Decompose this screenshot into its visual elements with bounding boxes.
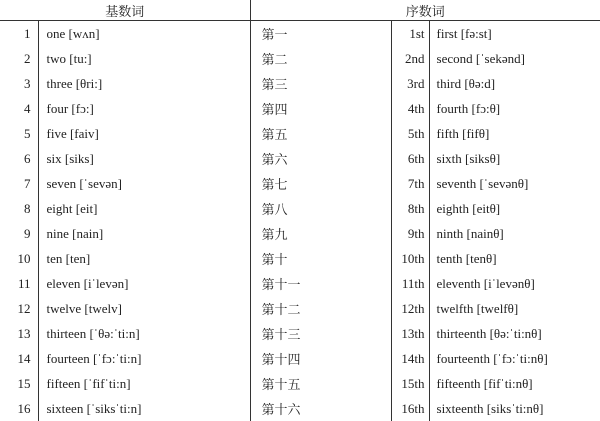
ordinal-abbreviation: 8th (391, 196, 429, 221)
table-row (0, 146, 600, 171)
cardinal-word: eight [eit] (38, 196, 250, 221)
table-row (0, 171, 600, 196)
ordinal-word: second [ˈsekənd] (436, 50, 525, 66)
row-number: 3 (0, 71, 38, 96)
table-row (0, 371, 600, 396)
ordinal-abbreviation: 12th (391, 296, 429, 321)
chinese-ordinal: 第八 (250, 196, 391, 221)
row-number: 10 (0, 246, 38, 271)
row-number: 13 (0, 321, 38, 346)
cardinal-word: thirteen [ˈθə:ˈti:n] (38, 321, 250, 346)
cardinal-word: six [siks] (38, 146, 250, 171)
ordinal-word: twelfth [twelfθ] (436, 300, 519, 316)
chinese-ordinal: 第一 (250, 21, 391, 47)
ordinal-word: sixth [siksθ] (436, 150, 501, 166)
table-row (0, 346, 600, 371)
cardinal-word: ten [ten] (38, 246, 250, 271)
chinese-ordinal: 第七 (250, 171, 391, 196)
cardinal-word: five [faiv] (38, 121, 250, 146)
ordinal-abbreviation: 10th (391, 246, 429, 271)
ordinal-word: third [θə:d] (436, 75, 496, 91)
cardinal-word: eleven [iˈlevən] (38, 271, 250, 296)
table-header (0, 0, 600, 21)
cardinal-word: one [wʌn] (38, 21, 250, 47)
ordinal-abbreviation: 11th (391, 271, 429, 296)
ordinal-abbreviation: 15th (391, 371, 429, 396)
ordinal-abbreviation: 16th (391, 396, 429, 421)
table-row (0, 96, 600, 121)
cardinal-header: 基数词 (0, 0, 250, 21)
chinese-ordinal: 第十五 (250, 371, 391, 396)
row-number: 2 (0, 46, 38, 71)
chinese-ordinal: 第十四 (250, 346, 391, 371)
chinese-ordinal: 第十二 (250, 296, 391, 321)
ordinal-abbreviation: 2nd (391, 46, 429, 71)
cardinal-word: four [fɔ:] (38, 96, 250, 121)
row-number: 4 (0, 96, 38, 121)
row-number: 6 (0, 146, 38, 171)
cardinal-word: fourteen [ˈfɔ:ˈti:n] (38, 346, 250, 371)
row-number: 11 (0, 271, 38, 296)
table-row (0, 196, 600, 221)
chinese-ordinal: 第十一 (250, 271, 391, 296)
ordinal-abbreviation: 1st (391, 21, 429, 47)
cardinal-word: fifteen [ˈfifˈti:n] (38, 371, 250, 396)
row-number: 1 (0, 21, 38, 47)
cardinal-word: seven [ˈsevən] (38, 171, 250, 196)
ordinal-word: first [fə:st] (436, 25, 492, 41)
chinese-ordinal: 第四 (250, 96, 391, 121)
ordinal-word: ninth [nainθ] (436, 225, 504, 241)
row-number: 14 (0, 346, 38, 371)
ordinal-abbreviation: 6th (391, 146, 429, 171)
table-row (0, 121, 600, 146)
table-row (0, 71, 600, 96)
cardinal-word: sixteen [ˈsiksˈti:n] (38, 396, 250, 421)
row-number: 8 (0, 196, 38, 221)
table-body (0, 21, 600, 421)
ordinal-abbreviation: 13th (391, 321, 429, 346)
table-row (0, 46, 600, 71)
ordinal-word: eighth [eitθ] (436, 200, 501, 216)
cardinal-word: two [tu:] (38, 46, 250, 71)
chinese-ordinal: 第六 (250, 146, 391, 171)
ordinal-word: tenth [tenθ] (436, 250, 497, 266)
ordinal-word: fourteenth [ˈfɔ:ˈti:nθ] (436, 350, 548, 366)
ordinal-word: sixteenth [siksˈti:nθ] (436, 400, 544, 416)
table-row (0, 221, 600, 246)
ordinal-word: fifteenth [fifˈti:nθ] (436, 375, 533, 391)
ordinal-word: eleventh [iˈlevənθ] (436, 275, 535, 291)
ordinal-abbreviation: 9th (391, 221, 429, 246)
row-number: 5 (0, 121, 38, 146)
chinese-ordinal: 第十 (250, 246, 391, 271)
chinese-ordinal: 第五 (250, 121, 391, 146)
ordinal-header: 序数词 (250, 0, 600, 21)
chinese-ordinal: 第二 (250, 46, 391, 71)
row-number: 16 (0, 396, 38, 421)
ordinal-abbreviation: 7th (391, 171, 429, 196)
ordinal-abbreviation: 14th (391, 346, 429, 371)
table-row (0, 321, 600, 346)
table-row (0, 246, 600, 271)
cardinal-word: three [θri:] (38, 71, 250, 96)
ordinal-abbreviation: 3rd (391, 71, 429, 96)
ordinal-abbreviation: 5th (391, 121, 429, 146)
chinese-ordinal: 第九 (250, 221, 391, 246)
table-row (0, 21, 600, 47)
ordinal-abbreviation: 4th (391, 96, 429, 121)
table-row (0, 396, 600, 421)
chinese-ordinal: 第三 (250, 71, 391, 96)
row-number: 15 (0, 371, 38, 396)
ordinal-word: thirteenth [θə:ˈti:nθ] (436, 325, 542, 341)
ordinal-word: seventh [ˈsevənθ] (436, 175, 529, 191)
cardinal-word: nine [nain] (38, 221, 250, 246)
row-number: 7 (0, 171, 38, 196)
chinese-ordinal: 第十六 (250, 396, 391, 421)
ordinal-word: fifth [fifθ] (436, 125, 490, 141)
row-number: 12 (0, 296, 38, 321)
row-number: 9 (0, 221, 38, 246)
table-row (0, 296, 600, 321)
cardinal-word: twelve [twelv] (38, 296, 250, 321)
ordinal-word: fourth [fɔ:θ] (436, 100, 501, 116)
table-row (0, 271, 600, 296)
chinese-ordinal: 第十三 (250, 321, 391, 346)
